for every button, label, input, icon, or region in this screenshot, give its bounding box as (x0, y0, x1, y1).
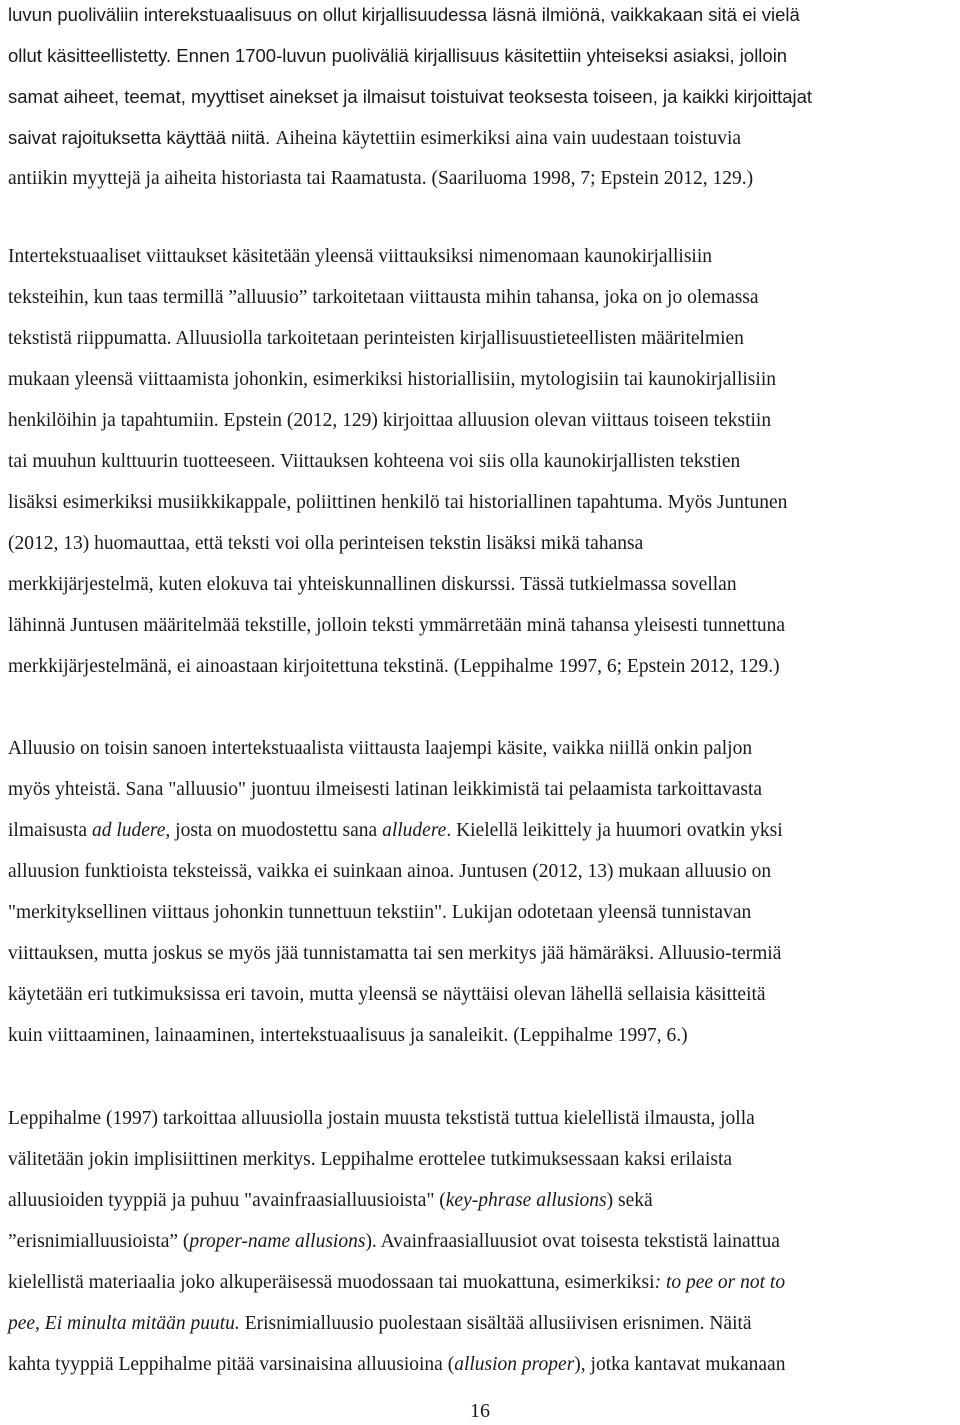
text-line (8, 35, 812, 76)
text-line (8, 1303, 785, 1344)
text-run: "merkityksellinen viittaus johonkin tunnettuun tekstiin". Lukijan odotetaan yleensä tunnistavan (8, 902, 752, 923)
text-run: (2012, 13) huomauttaa, että teksti voi olla perinteisen tekstin lisäksi mikä tahansa (8, 533, 644, 554)
italic-text: proper-name allusions (189, 1231, 366, 1252)
text-line (8, 441, 787, 482)
text-run: alluusioiden tyyppiä ja puhuu "avainfraasialluusioista" ( (8, 1190, 446, 1211)
text-run: ) sekä (606, 1190, 653, 1211)
text-line (8, 117, 812, 158)
text-run: kielellistä materiaalia joko alkuperäisessä muodossaan tai muokattuna, esimerkiksi (8, 1272, 655, 1293)
text-run: Leppihalme (1997) tarkoittaa alluusiolla jostain muusta tekstistä tuttua kielellistä ilmausta, jolla (8, 1108, 755, 1129)
text-run: antiikin myyttejä ja aiheita historiasta tai Raamatusta. (Saariluoma 1998, 7; Epstein 2012, 129.) (8, 168, 754, 189)
italic-text: ad ludere, (91, 820, 171, 841)
text-line (8, 892, 783, 933)
text-run: viittauksen, mutta joskus se myös jää tunnistamatta tai sen merkitys jää hämäräksi. Alluusio-termiä (8, 943, 782, 964)
text-line (8, 0, 812, 35)
text-line (8, 646, 787, 687)
text-run: kuin viittaaminen, lainaaminen, intertekstuaalisuus ja sanaleikit. (Leppihalme 1997, 6.) (8, 1025, 688, 1046)
text-run: merkkijärjestelmänä, ei ainoastaan kirjoitettuna tekstinä. (Leppihalme 1997, 6; Epstein 2012, 129.) (8, 656, 780, 677)
text-run: luvun puoliväliin interekstuaalisuus on ollut kirjallisuudessa läsnä ilmiönä, vaikkakaan sitä ei vielä (8, 4, 800, 25)
text-run: käytetään eri tutkimuksissa eri tavoin, mutta yleensä se näyttäisi olevan lähellä sellaisia käsitteitä (8, 984, 766, 1005)
text-run: . Kielellä leikittely ja huumori ovatkin yksi (446, 820, 783, 841)
italic-text: pee, Ei minulta mitään puutu. (8, 1313, 240, 1334)
italic-text: key-phrase allusions (445, 1190, 607, 1211)
text-run: ”erisnimialluusioista” ( (8, 1231, 190, 1252)
paragraph-2 (8, 236, 787, 687)
italic-text: alludere (382, 820, 447, 841)
text-line (8, 277, 787, 318)
text-run: myös yhteistä. Sana "alluusio" juontuu ilmeisesti latinan leikkimistä tai pelaamista tarkoittavasta (8, 779, 763, 800)
text-run: kahta tyyppiä Leppihalme pitää varsinaisina alluusioina ( (8, 1354, 455, 1375)
text-run: samat aiheet, teemat, myyttiset ainekset ja ilmaisut toistuivat teoksesta toiseen, ja kaikki kirjoittajat (8, 86, 813, 107)
text-line (8, 1015, 783, 1056)
text-run: Aiheina käytettiin esimerkiksi aina vain uudestaan toistuvia (275, 128, 742, 149)
text-line (8, 851, 783, 892)
text-run: Intertekstuaaliset viittaukset käsitetään yleensä viittauksiksi nimenomaan kaunokirjallisiin (8, 246, 712, 267)
text-line (8, 76, 812, 117)
text-line (8, 728, 783, 769)
text-line (8, 1098, 785, 1139)
text-run: välitetään jokin implisiittinen merkitys. Leppihalme erottelee tutkimuksessaan kaksi erilaista (8, 1149, 733, 1170)
text-line (8, 236, 787, 277)
text-line (8, 1344, 785, 1385)
text-line (8, 769, 783, 810)
text-line (8, 564, 787, 605)
text-run: mukaan yleensä viittaamista johonkin, esimerkiksi historiallisiin, mytologisiin tai kaunokirjallisiin (8, 369, 776, 390)
text-run: Alluusio on toisin sanoen intertekstuaalista viittausta laajempi käsite, vaikka niillä onkin paljon (8, 738, 753, 759)
italic-text: allusion proper (454, 1354, 575, 1375)
text-run: tekstistä riippumatta. Alluusiolla tarkoitetaan perinteisten kirjallisuustieteellisten määritelmien (8, 328, 744, 349)
text-run: teksteihin, kun taas termillä ”alluusio” tarkoitetaan viittausta mihin tahansa, joka on jo olemassa (8, 287, 759, 308)
text-line (8, 605, 787, 646)
text-run: merkkijärjestelmä, kuten elokuva tai yhteiskunnallinen diskurssi. Tässä tutkielmassa sovellan (8, 574, 737, 595)
text-run: henkilöihin ja tapahtumiin. Epstein (2012, 129) kirjoittaa alluusion olevan viittaus toiseen tekstiin (8, 410, 772, 431)
text-run: lähinnä Juntusen määritelmää tekstille, jolloin teksti ymmärretään minä tahansa yleisesti tunnettuna (8, 615, 786, 636)
text-line (8, 359, 787, 400)
paragraph-1 (8, 0, 812, 199)
text-line (8, 400, 787, 441)
paragraph-4 (8, 1098, 785, 1385)
text-run: ), jotka kantavat mukanaan (574, 1354, 786, 1375)
text-line (8, 482, 787, 523)
text-line (8, 1139, 785, 1180)
text-run: ). Avainfraasialluusiot ovat toisesta tekstistä lainattua (365, 1231, 780, 1252)
text-run: alluusion funktioista teksteissä, vaikka ei suinkaan ainoa. Juntusen (2012, 13) mukaan alluusio on (8, 861, 772, 882)
italic-text: : to pee or not to (654, 1272, 786, 1293)
text-line (8, 523, 787, 564)
text-line (8, 318, 787, 359)
text-run: saivat rajoituksetta käyttää niitä. (8, 127, 276, 148)
text-run: ollut käsitteellistetty. Ennen 1700-luvun puoliväliä kirjallisuus käsitettiin yhteiseksi asiaksi, jolloin (8, 45, 788, 66)
page-number: 16 (470, 1400, 490, 1422)
text-line (8, 1221, 785, 1262)
paragraph-3 (8, 728, 783, 1056)
text-line (8, 974, 783, 1015)
text-run: josta on muodostettu sana (170, 820, 383, 841)
text-run: tai muuhun kulttuurin tuotteeseen. Viittauksen kohteena voi siis olla kaunokirjallisten tekstien (8, 451, 741, 472)
text-run: Erisnimialluusio puolestaan sisältää allusiivisen erisnimen. Näitä (239, 1313, 752, 1334)
text-run: ilmaisusta (8, 820, 92, 841)
text-line (8, 1180, 785, 1221)
text-line (8, 933, 783, 974)
text-line (8, 810, 783, 851)
text-line (8, 1262, 785, 1303)
text-run: lisäksi esimerkiksi musiikkikappale, poliittinen henkilö tai historiallinen tapahtuma. Myös Juntunen (8, 492, 788, 513)
text-line (8, 158, 812, 199)
